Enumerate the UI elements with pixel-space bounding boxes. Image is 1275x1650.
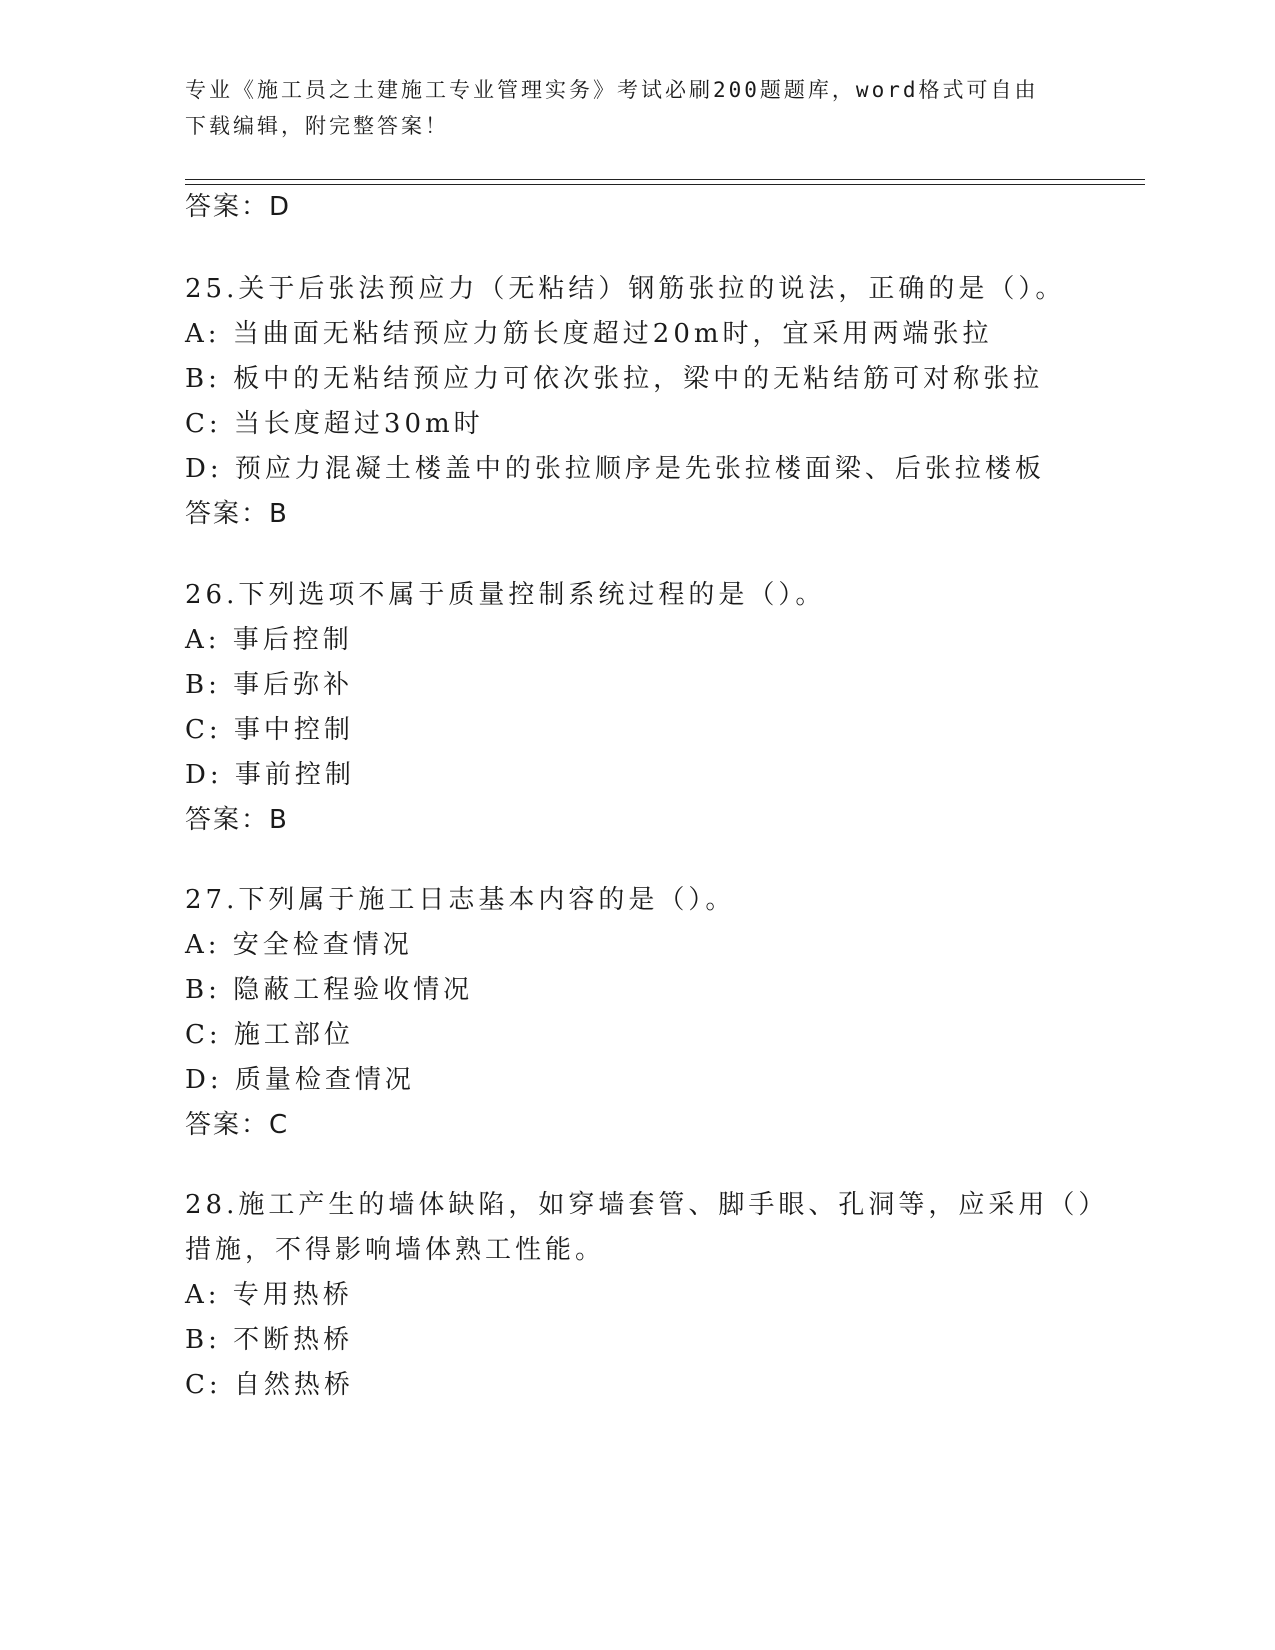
option-d: D: 预应力混凝土楼盖中的张拉顺序是先张拉楼面梁、后张拉楼板 [185,454,1045,484]
option-b: B: 不断热桥 [185,1325,354,1355]
option-c: C: 事中控制 [185,715,354,745]
question-stem: 27.下列属于施工日志基本内容的是（）。 [185,885,736,915]
question-28 [185,1183,1145,1408]
option-c: C: 自然热桥 [185,1370,354,1400]
option-a: A: 事后控制 [185,625,353,655]
option-a: A: 当曲面无粘结预应力筋长度超过20m时，宜采用两端张拉 [185,319,993,349]
question-25 [185,267,1145,537]
header-divider-top [185,179,1145,180]
question-stem-line-1: 28.施工产生的墙体缺陷，如穿墙套管、脚手眼、孔洞等，应采用（） [185,1190,1109,1220]
option-d: D: 事前控制 [185,760,355,790]
answer-text: 答案：C [185,1110,290,1140]
question-26 [185,573,1145,843]
question-stem: 26.下列选项不属于质量控制系统过程的是（）。 [185,580,826,610]
question-stem: 25.关于后张法预应力（无粘结）钢筋张拉的说法，正确的是（）。 [185,274,1066,304]
answer-text: 答案：D [185,192,292,222]
document-header [185,72,1085,144]
header-line-1: 专业《施工员之土建施工专业管理实务》考试必刷200题题库，word格式可自由 [185,78,1039,102]
option-b: B: 板中的无粘结预应力可依次张拉，梁中的无粘结筋可对称张拉 [185,364,1044,394]
option-b: B: 隐蔽工程验收情况 [185,975,474,1005]
option-b: B: 事后弥补 [185,670,354,700]
question-stem-line-2: 措施，不得影响墙体熟工性能。 [185,1235,606,1265]
answer-previous [185,185,1145,230]
question-27 [185,878,1145,1148]
option-a: A: 安全检查情况 [185,930,413,960]
answer-text: 答案：B [185,499,289,529]
option-d: D: 质量检查情况 [185,1065,415,1095]
answer-text: 答案：B [185,805,289,835]
option-c: C: 当长度超过30m时 [185,409,484,439]
option-c: C: 施工部位 [185,1020,354,1050]
option-a: A: 专用热桥 [185,1280,353,1310]
header-line-2: 下载编辑，附完整答案！ [185,114,449,138]
